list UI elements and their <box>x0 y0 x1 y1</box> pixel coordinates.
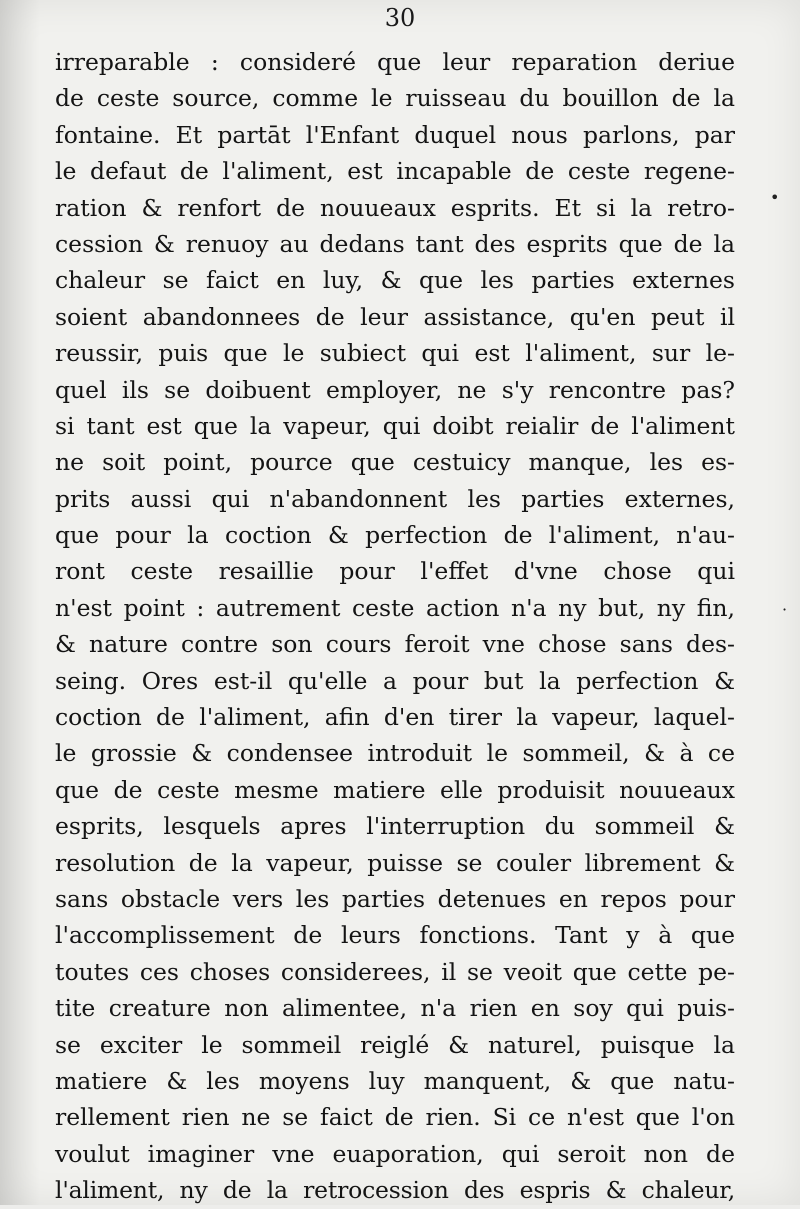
text-line: cession & renuoy au dedans tant des esprits que de la <box>55 229 735 258</box>
text-line: l'aliment, ny de la retrocession des espris & chaleur, <box>55 1176 735 1205</box>
text-line: rellement rien ne se faict de rien. Si ce n'est que l'on <box>55 1103 735 1132</box>
text-line: si tant est que la vapeur, qui doibt reialir de l'aliment <box>55 411 735 440</box>
text-line: reussir, puis que le subiect qui est l'aliment, sur le- <box>55 339 735 368</box>
text-line: seing. Ores est-il qu'elle a pour but la perfection & <box>55 666 735 695</box>
text-line: que pour la coction & perfection de l'aliment, n'au- <box>55 521 735 550</box>
text-line: toutes ces choses considerees, il se veoit que cette pe- <box>55 957 735 986</box>
page-number: 30 <box>384 4 416 32</box>
text-line: soient abandonnees de leur assistance, qu'en peut il <box>55 302 735 331</box>
text-line: matiere & les moyens luy manquent, & que natu- <box>55 1066 735 1095</box>
body-text <box>55 44 735 1209</box>
text-line: voulut imaginer vne euaporation, qui seroit non de <box>55 1139 735 1168</box>
text-line: n'est point : autrement ceste action n'a ny but, ny fin, <box>55 593 735 622</box>
text-line: coction de l'aliment, afin d'en tirer la vapeur, laquel- <box>55 703 735 732</box>
text-line: prits aussi qui n'abandonnent les parties externes, <box>55 484 735 513</box>
text-line: le grossie & condensee introduit le sommeil, & à ce <box>55 739 735 768</box>
text-line: se exciter le sommeil reiglé & naturel, puisque la <box>55 1030 735 1059</box>
text-line: quel ils se doibuent employer, ne s'y rencontre pas? <box>55 375 735 404</box>
gutter-shadow <box>0 0 40 1205</box>
text-line: irreparable : consideré que leur reparation deriue <box>55 48 735 76</box>
margin-dot: • <box>770 188 780 207</box>
text-line: ront ceste resaillie pour l'effet d'vne chose qui <box>55 557 735 586</box>
text-line: sans obstacle vers les parties detenues en repos pour <box>55 884 735 913</box>
margin-dot: · <box>782 600 788 619</box>
text-line: chaleur se faict en luy, & que les parties externes <box>55 266 735 295</box>
text-line: que de ceste mesme matiere elle produisit nouueaux <box>55 775 735 804</box>
text-line: resolution de la vapeur, puisse se couler librement & <box>55 848 735 877</box>
text-line: de ceste source, comme le ruisseau du bouillon de la <box>55 84 735 113</box>
text-line: esprits, lesquels apres l'interruption du sommeil & <box>55 812 735 841</box>
text-line: ration & renfort de nouueaux esprits. Et si la retro- <box>55 193 735 222</box>
text-line: l'accomplissement de leurs fonctions. Tant y à que <box>55 921 735 950</box>
text-line: fontaine. Et partāt l'Enfant duquel nous parlons, par <box>55 120 735 149</box>
text-line: & nature contre son cours feroit vne chose sans des- <box>55 630 735 659</box>
text-line: le defaut de l'aliment, est incapable de ceste regene- <box>55 157 735 186</box>
text-line: ne soit point, pource que cestuicy manque, les es- <box>55 448 735 477</box>
text-line: tite creature non alimentee, n'a rien en soy qui puis- <box>55 994 735 1023</box>
